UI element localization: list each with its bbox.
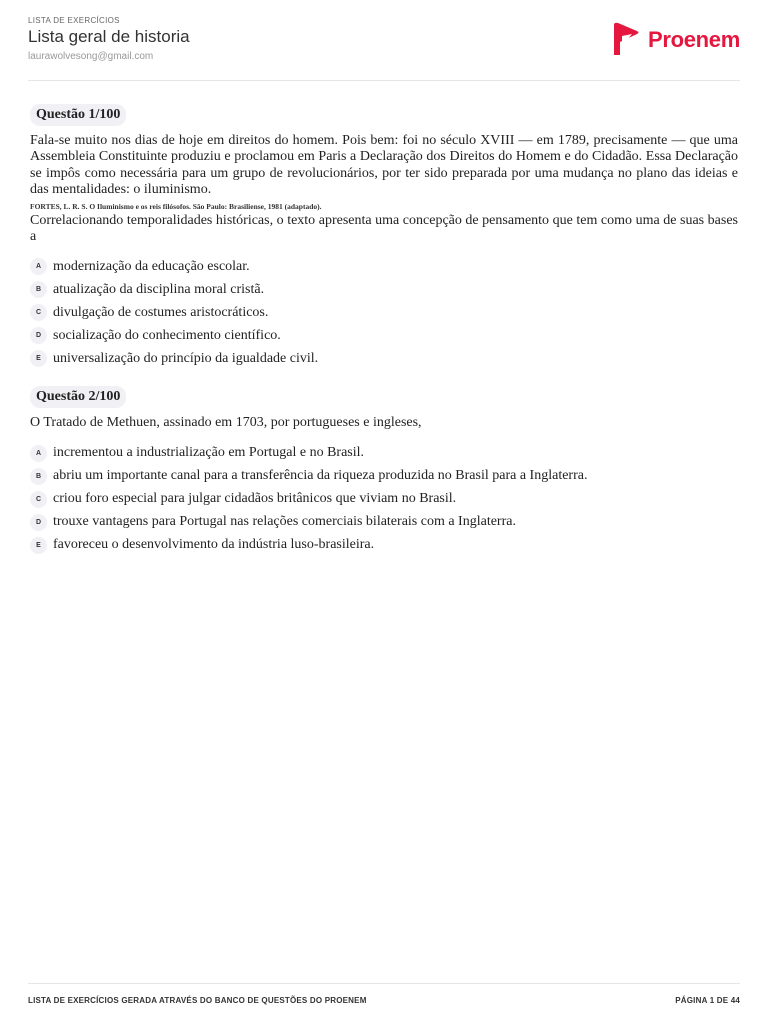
proenem-logo (610, 22, 740, 58)
option-letter: B (30, 281, 47, 298)
answer-options (30, 442, 738, 557)
option-text: modernização da educação escolar. (53, 258, 250, 274)
answer-option-c[interactable] (30, 488, 738, 511)
answer-option-d[interactable] (30, 324, 738, 347)
footer-note: LISTA DE EXERCÍCIOS GERADA ATRAVÉS DO BANCO DE QUESTÕES DO PROENEM (28, 996, 367, 1005)
option-letter: D (30, 514, 47, 531)
page-title: Lista geral de historia (28, 27, 190, 46)
question-source: FORTES, L. R. S. O Iluminismo e os reis filósofos. São Paulo: Brasiliense, 1981 (adaptado). (30, 201, 322, 211)
option-letter: C (30, 491, 47, 508)
option-text: incrementou a industrialização em Portugal e no Brasil. (53, 445, 365, 461)
option-letter: A (30, 445, 47, 462)
option-text: socialização do conhecimento científico. (53, 327, 281, 343)
option-letter: A (30, 258, 47, 275)
answer-option-a[interactable] (30, 442, 738, 465)
option-text: divulgação de costumes aristocráticos. (53, 304, 269, 320)
option-text: universalização do princípio da igualdade civil. (53, 350, 319, 366)
question-2 (30, 386, 738, 556)
option-text: trouxe vantagens para Portugal nas relações comerciais bilaterais com a Inglaterra. (53, 514, 516, 530)
answer-option-a[interactable] (30, 255, 738, 278)
question-text: O Tratado de Methuen, assinado em 1703, por portugueses e ingleses, (30, 415, 422, 431)
option-text: abriu um importante canal para a transferência da riqueza produzida no Brasil para a Inglaterra. (53, 468, 588, 484)
question-number-badge: Questão 2/100 (30, 386, 126, 408)
answer-option-c[interactable] (30, 301, 738, 324)
header-kicker: LISTA DE EXERCÍCIOS (28, 16, 120, 25)
answer-option-b[interactable] (30, 465, 738, 488)
option-letter: C (30, 304, 47, 321)
option-letter: D (30, 327, 47, 344)
question-prompt: Correlacionando temporalidades históricas, o texto apresenta uma concepção de pensamento que tem como uma de suas bases a (30, 212, 738, 245)
page-indicator: PÁGINA 1 DE 44 (675, 996, 740, 1005)
question-text: Fala-se muito nos dias de hoje em direitos do homem. Pois bem: foi no século XVIII — em 1789, precisamente — que uma Assembleia Constituinte produziu e proclamou em Paris a Declaração dos Direitos do Homem e do Cidadão. Essa Declaração se impôs como necessária para um grupo de revolucionários, por ter sido preparada por uma mudança no plano das ideias e das mentalidades: o iluminismo. (30, 133, 738, 198)
answer-option-b[interactable] (30, 278, 738, 301)
user-email: laurawolvesong@gmail.com (28, 51, 154, 62)
option-letter: E (30, 350, 47, 367)
answer-option-e[interactable] (30, 347, 738, 370)
page-footer (28, 983, 740, 1005)
answer-option-e[interactable] (30, 534, 738, 557)
option-letter: E (30, 537, 47, 554)
answer-options (30, 255, 738, 370)
option-text: atualização da disciplina moral cristã. (53, 281, 265, 297)
play-logo-icon (610, 22, 642, 58)
option-letter: B (30, 468, 47, 485)
option-text: criou foro especial para julgar cidadãos britânicos que viviam no Brasil. (53, 491, 457, 507)
logo-text: Proenem (647, 27, 740, 52)
question-list (30, 104, 738, 573)
question-1 (30, 104, 738, 370)
answer-option-d[interactable] (30, 511, 738, 534)
question-number-badge: Questão 1/100 (30, 104, 126, 126)
option-text: favoreceu o desenvolvimento da indústria luso-brasileira. (53, 537, 375, 553)
page-header (28, 16, 740, 81)
